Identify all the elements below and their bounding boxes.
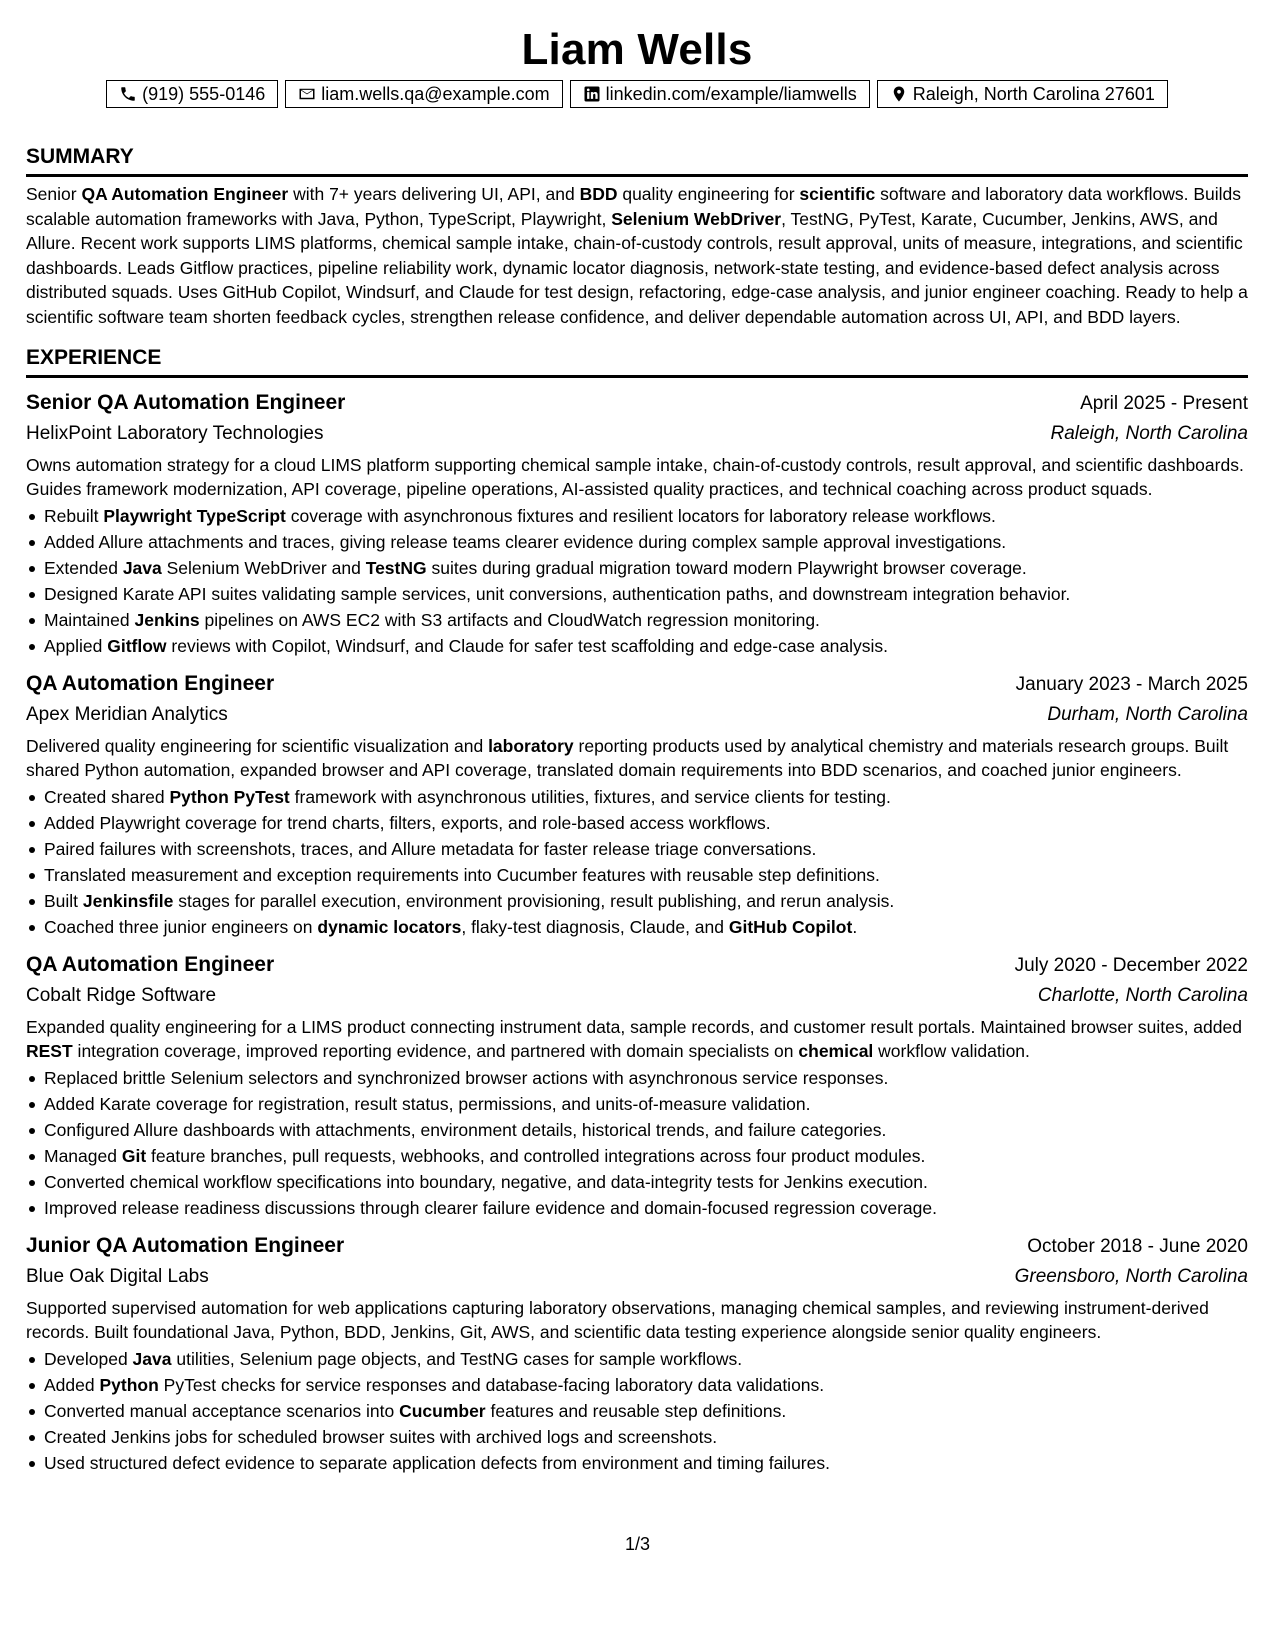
job-bullets xyxy=(26,784,1248,940)
bold-text: chemical xyxy=(798,1041,874,1061)
bold-text: Selenium WebDriver xyxy=(611,208,782,229)
job-company: Apex Meridian Analytics xyxy=(26,704,228,725)
job-location: Durham, North Carolina xyxy=(1047,704,1248,725)
email-text: liam.wells.qa@example.com xyxy=(321,83,550,104)
phone-text: (919) 555-0146 xyxy=(142,83,266,104)
bold-text: laboratory xyxy=(488,736,574,756)
bullet-item xyxy=(26,784,1248,810)
text-run: workflow validation. xyxy=(873,1041,1030,1061)
job-company: Blue Oak Digital Labs xyxy=(26,1266,209,1287)
text-run: integration coverage, improved reporting evidence, and partnered with domain specialists on xyxy=(72,1041,799,1061)
bullet-item xyxy=(26,607,1248,633)
text-run: pipelines on AWS EC2 with S3 artifacts and CloudWatch regression monitoring. xyxy=(199,610,820,630)
text-run: Improved release readiness discussions through clearer failure evidence and domain-focused regression coverage. xyxy=(44,1198,937,1218)
text-run: Maintained xyxy=(44,610,135,630)
job-entry xyxy=(26,1231,1248,1476)
text-run: Delivered quality engineering for scientific visualization and xyxy=(26,736,489,756)
text-run: Senior xyxy=(26,184,82,204)
text-run: features and reusable step definitions. xyxy=(485,1401,787,1421)
bold-text: BDD xyxy=(579,184,618,204)
bullet-item xyxy=(26,1143,1248,1169)
summary-text xyxy=(26,182,1248,329)
text-run: reviews with Copilot, Windsurf, and Claude for safer test scaffolding and edge-case analysis. xyxy=(166,636,888,656)
bold-text: Cucumber xyxy=(399,1401,486,1421)
text-run: Paired failures with screenshots, traces, and Allure metadata for faster release triage conversations. xyxy=(44,839,817,859)
linkedin-text: linkedin.com/example/liamwells xyxy=(605,83,857,104)
bullet-item xyxy=(26,1424,1248,1450)
job-dates: April 2025 - Present xyxy=(1080,393,1248,414)
text-run: Created shared xyxy=(44,787,170,807)
contact-bar xyxy=(26,80,1248,108)
text-run: Configured Allure dashboards with attachments, environment details, historical trends, and failure categories. xyxy=(44,1120,887,1140)
text-run: Converted chemical workflow specifications into boundary, negative, and data-integrity tests for Jenkins execution. xyxy=(44,1172,928,1192)
text-run: utilities, Selenium page objects, and TestNG cases for sample workflows. xyxy=(171,1349,743,1369)
bullet-item xyxy=(26,1372,1248,1398)
bold-text: Gitflow xyxy=(107,636,167,656)
bold-text: Jenkins xyxy=(134,610,200,630)
job-description xyxy=(26,1296,1248,1344)
bold-text: TestNG xyxy=(365,558,427,578)
text-run: Rebuilt xyxy=(44,506,104,526)
text-run: quality engineering for xyxy=(617,184,800,204)
job-entry xyxy=(26,388,1248,659)
job-description xyxy=(26,1015,1248,1063)
location-pin-icon xyxy=(890,85,908,103)
page-number: 1/3 xyxy=(624,1534,651,1554)
bullet-item xyxy=(26,862,1248,888)
text-run: Owns automation strategy for a cloud LIMS platform supporting chemical sample intake, chain-of-custody controls, result approval, and scientific dashboards. Guides framework modernization, API coverage, pipeline operations, AI-assisted quality practices, and technical coaching across product squads. xyxy=(26,455,1244,499)
text-run: Used structured defect evidence to separate application defects from environment and timing failures. xyxy=(44,1453,830,1473)
text-run: Added xyxy=(44,1375,100,1395)
bold-text: Python xyxy=(99,1375,159,1395)
text-run: PyTest checks for service responses and database-facing laboratory data validations. xyxy=(158,1375,825,1395)
text-run: Added Playwright coverage for trend charts, filters, exports, and role-based access workflows. xyxy=(44,813,771,833)
text-run: , flaky-test diagnosis, Claude, and xyxy=(461,917,729,937)
text-run: Translated measurement and exception requirements into Cucumber features with reusable step definitions. xyxy=(44,865,880,885)
text-run: with 7+ years delivering UI, API, and xyxy=(288,184,580,204)
job-title: QA Automation Engineer xyxy=(26,953,275,976)
bold-text: Jenkinsfile xyxy=(82,891,174,911)
job-dates: July 2020 - December 2022 xyxy=(1014,955,1248,976)
email-icon xyxy=(298,85,316,103)
bullet-item xyxy=(26,914,1248,940)
job-title: QA Automation Engineer xyxy=(26,672,275,695)
bullet-item xyxy=(26,1195,1248,1221)
text-run: Coached three junior engineers on xyxy=(44,917,318,937)
job-description xyxy=(26,453,1248,501)
bold-text: Git xyxy=(121,1146,147,1166)
bullet-item xyxy=(26,1346,1248,1372)
text-run: Converted manual acceptance scenarios into xyxy=(44,1401,400,1421)
contact-linkedin[interactable] xyxy=(570,80,870,108)
text-run: framework with asynchronous utilities, fixtures, and service clients for testing. xyxy=(289,787,891,807)
experience-list xyxy=(26,388,1248,1476)
bullet-item xyxy=(26,503,1248,529)
job-description xyxy=(26,734,1248,782)
bullet-item xyxy=(26,1091,1248,1117)
bullet-item xyxy=(26,1065,1248,1091)
bold-text: Java xyxy=(122,558,162,578)
job-bullets xyxy=(26,1346,1248,1476)
bullet-item xyxy=(26,810,1248,836)
job-dates: October 2018 - June 2020 xyxy=(1027,1236,1248,1257)
bold-text: scientific xyxy=(799,184,876,204)
text-run: Replaced brittle Selenium selectors and synchronized browser actions with asynchronous service responses. xyxy=(44,1068,889,1088)
job-company: Cobalt Ridge Software xyxy=(26,985,217,1006)
bold-text: QA Automation Engineer xyxy=(81,184,289,204)
job-entry xyxy=(26,669,1248,940)
contact-email[interactable] xyxy=(285,80,562,108)
phone-icon xyxy=(119,85,137,103)
bold-text: GitHub Copilot xyxy=(728,917,853,937)
text-run: reporting products used by analytical chemistry and materials research groups. Built shared Python automation, expanded browser and API coverage, translated domain requirements into BDD scenarios, and coached junior engineers. xyxy=(26,736,1229,780)
text-run: Supported supervised automation for web applications capturing laboratory observations, managing chemical samples, and reviewing instrument-derived records. Built foundational Java, Python, BDD, Jenkins, Git, AWS, and scientific data testing experience alongside senior quality engineers. xyxy=(26,1298,1209,1342)
job-location: Raleigh, North Carolina xyxy=(1050,423,1248,444)
bold-text: dynamic locators xyxy=(317,917,462,937)
linkedin-icon xyxy=(583,85,601,103)
bullet-item xyxy=(26,633,1248,659)
text-run: Created Jenkins jobs for scheduled browser suites with archived logs and screenshots. xyxy=(44,1427,718,1447)
bullet-item xyxy=(26,1398,1248,1424)
text-run: Added Karate coverage for registration, result status, permissions, and units-of-measure validation. xyxy=(44,1094,811,1114)
resume-page xyxy=(26,0,1248,1476)
contact-phone[interactable] xyxy=(106,80,278,108)
bullet-item xyxy=(26,555,1248,581)
text-run: Managed xyxy=(44,1146,122,1166)
text-run: Developed xyxy=(44,1349,133,1369)
text-run: suites during gradual migration toward modern Playwright browser coverage. xyxy=(426,558,1027,578)
contact-location xyxy=(877,80,1168,108)
job-company: HelixPoint Laboratory Technologies xyxy=(26,423,324,444)
bold-text: Playwright TypeScript xyxy=(103,506,286,526)
bold-text: Java xyxy=(132,1349,172,1369)
text-run: feature branches, pull requests, webhooks, and controlled integrations across four product modules. xyxy=(146,1146,926,1166)
experience-heading: EXPERIENCE xyxy=(26,345,1248,378)
job-entry xyxy=(26,950,1248,1221)
bold-text: Python PyTest xyxy=(169,787,290,807)
job-location: Charlotte, North Carolina xyxy=(1037,985,1248,1006)
text-run: , TestNG, PyTest, Karate, Cucumber, Jenkins, AWS, and Allure. Recent work supports LIMS platforms, chemical sample intake, chain-of-custody controls, result approval, units of measure, integrations, and scientific dashboards. Leads Gitflow practices, pipeline reliability work, dynamic locator diagnosis, network-state testing, and evidence-based defect analysis across distributed squads. Uses GitHub Copilot, Windsurf, and Claude for test design, refactoring, edge-case analysis, and junior engineer coaching. Ready to help a scientific software team shorten feedback cycles, strengthen release confidence, and deliver dependable automation across UI, API, and BDD layers. xyxy=(26,208,1248,327)
text-run: Expanded quality engineering for a LIMS product connecting instrument data, sample records, and customer result portals. Maintained browser suites, added xyxy=(26,1017,1242,1037)
bold-text: REST xyxy=(26,1041,73,1061)
text-run: Extended xyxy=(44,558,123,578)
candidate-name: Liam Wells xyxy=(521,25,753,74)
text-run: Built xyxy=(44,891,83,911)
text-run: software and laboratory data workflows. Builds scalable automation frameworks with Java, Python, TypeScript, Playwright, xyxy=(26,184,1242,229)
location-text: Raleigh, North Carolina 27601 xyxy=(912,83,1155,104)
text-run: Applied xyxy=(44,636,108,656)
job-location: Greensboro, North Carolina xyxy=(1014,1266,1248,1287)
job-bullets xyxy=(26,503,1248,659)
summary-heading: SUMMARY xyxy=(26,144,1248,177)
bullet-item xyxy=(26,1450,1248,1476)
text-run: . xyxy=(852,917,858,937)
bullet-item xyxy=(26,1169,1248,1195)
bullet-item xyxy=(26,529,1248,555)
text-run: coverage with asynchronous fixtures and resilient locators for laboratory release workflows. xyxy=(285,506,996,526)
bullet-item xyxy=(26,581,1248,607)
job-dates: January 2023 - March 2025 xyxy=(1015,674,1248,695)
text-run: Designed Karate API suites validating sample services, unit conversions, authentication paths, and downstream integration behavior. xyxy=(44,584,1071,604)
bullet-item xyxy=(26,836,1248,862)
text-run: stages for parallel execution, environment provisioning, result publishing, and rerun analysis. xyxy=(173,891,895,911)
bullet-item xyxy=(26,1117,1248,1143)
bullet-item xyxy=(26,888,1248,914)
job-title: Junior QA Automation Engineer xyxy=(26,1234,345,1257)
job-title: Senior QA Automation Engineer xyxy=(26,391,346,414)
text-run: Added Allure attachments and traces, giving release teams clearer evidence during complex sample approval investigations. xyxy=(44,532,1007,552)
job-bullets xyxy=(26,1065,1248,1221)
text-run: Selenium WebDriver and xyxy=(161,558,366,578)
